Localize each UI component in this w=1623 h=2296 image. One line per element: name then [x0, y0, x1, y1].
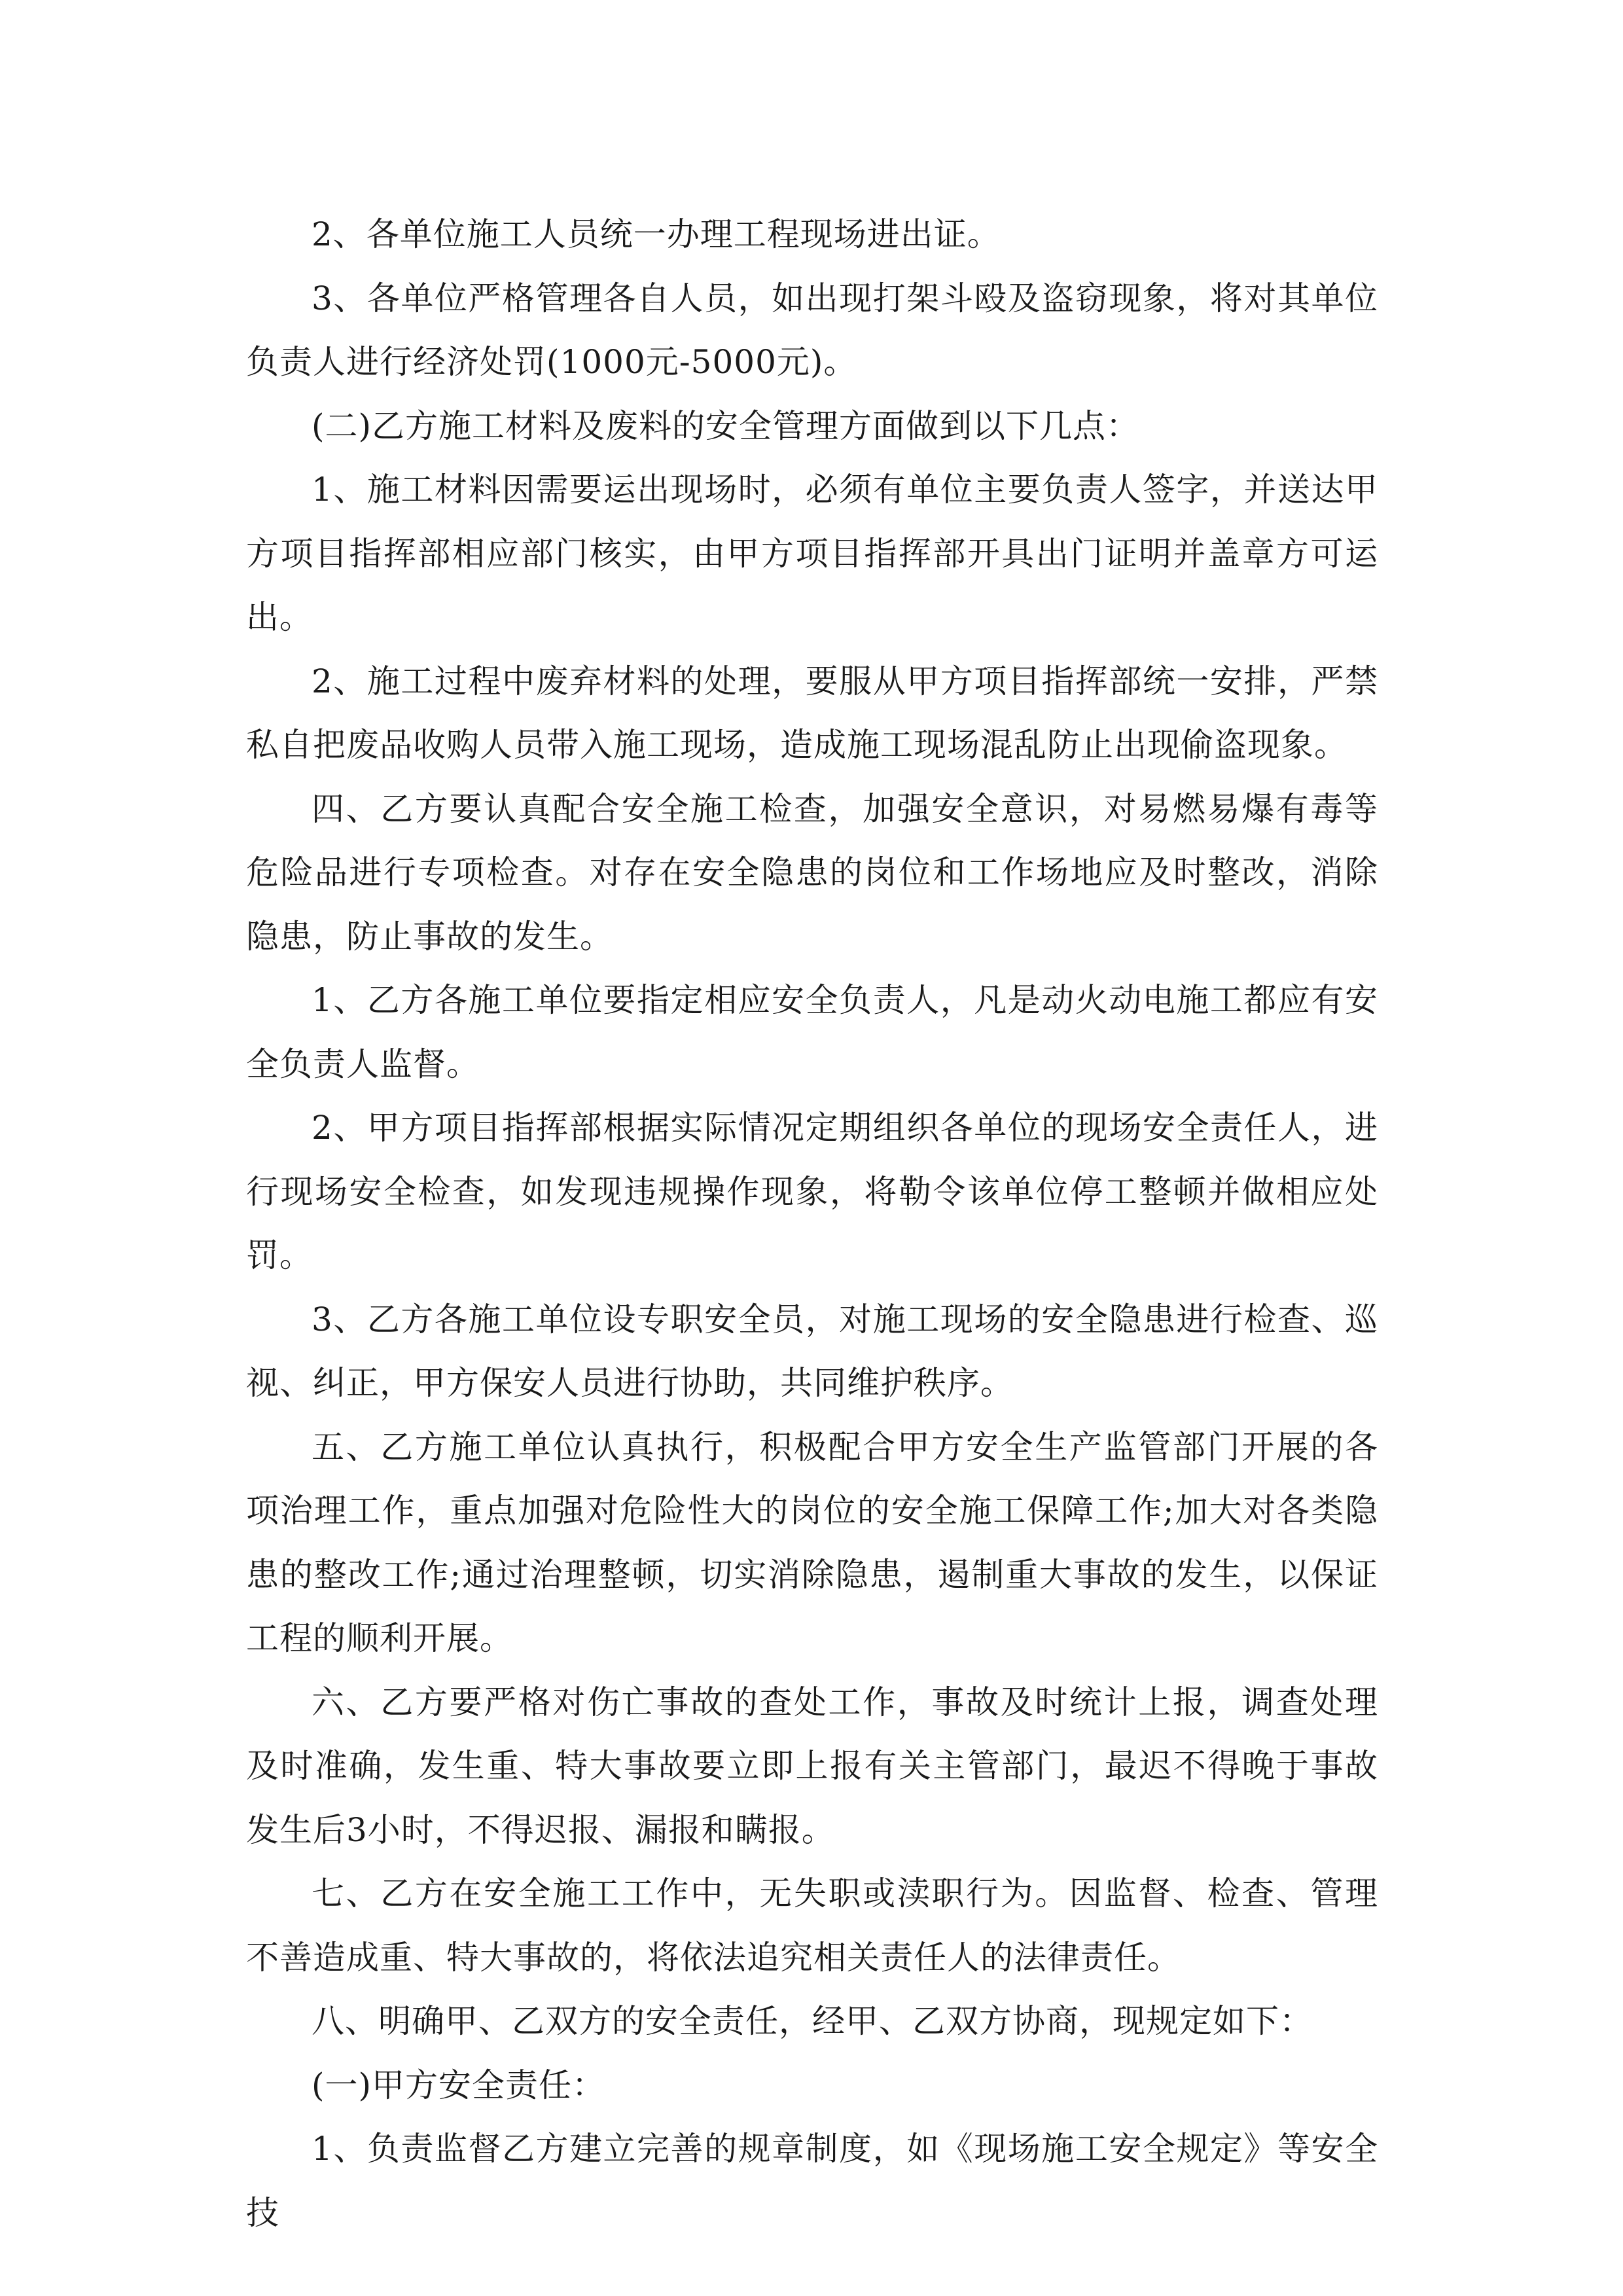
subsection-party-a-responsibility: (一)甲方安全责任： [312, 2066, 606, 2104]
section-7-liability: 七、乙方在安全施工工作中，无失职或渎职行为。因监督、检查、管理不善造成重、特大事故的，将依法追究相关责任人的法律责任。 [246, 1874, 1378, 1977]
paragraph-1-safety-officer: 1、乙方各施工单位要指定相应安全负责人，凡是动火动电施工都应有安全负责人监督。 [246, 981, 1378, 1083]
section-4-safety-inspection: 四、乙方要认真配合安全施工检查，加强安全意识，对易燃易爆有毒等危险品进行专项检查。对存在安全隐患的岗位和工作场地应及时整改，消除隐患，防止事故的发生。 [246, 789, 1378, 956]
paragraph-1-party-a-supervision: 1、负责监督乙方建立完善的规章制度，如《现场施工安全规定》等安全技 [246, 2130, 1378, 2232]
document-body [246, 203, 1378, 2245]
section-heading-materials-waste: (二)乙方施工材料及废料的安全管理方面做到以下几点： [312, 406, 1140, 445]
paragraph-2-periodic-inspection: 2、甲方项目指挥部根据实际情况定期组织各单位的现场安全责任人，进行现场安全检查，如发现违规操作现象，将勒令该单位停工整顿并做相应处罚。 [246, 1109, 1378, 1274]
paragraph-2-waste-handling: 2、施工过程中废弃材料的处理，要服从甲方项目指挥部统一安排，严禁私自把废品收购人员带入施工现场，造成施工现场混乱防止出现偷盗现象。 [246, 662, 1378, 764]
paragraph-3-full-time-safety-staff: 3、乙方各施工单位设专职安全员，对施工现场的安全隐患进行检查、巡视、纠正，甲方保安人员进行协助，共同维护秩序。 [246, 1300, 1378, 1402]
paragraph-2-entry-pass: 2、各单位施工人员统一办理工程现场进出证。 [312, 215, 1001, 253]
section-5-governance: 五、乙方施工单位认真执行，积极配合甲方安全生产监管部门开展的各项治理工作，重点加强对危险性大的岗位的安全施工保障工作;加大对各类隐患的整改工作;通过治理整顿，切实消除隐患，遏制重大事故的发生，以保证工程的顺利开展。 [246, 1427, 1378, 1657]
paragraph-1-materials-removal: 1、施工材料因需要运出现场时，必须有单位主要负责人签字，并送达甲方项目指挥部相应部门核实，由甲方项目指挥部开具出门证明并盖章方可运出。 [246, 471, 1378, 636]
paragraph-3-personnel-management: 3、各单位严格管理各自人员，如出现打架斗殴及盗窃现象，将对其单位负责人进行经济处罚(1000元-5000元)。 [246, 279, 1378, 381]
section-8-responsibilities: 八、明确甲、乙双方的安全责任，经甲、乙双方协商，现规定如下： [312, 2002, 1313, 2040]
section-6-accident-reporting: 六、乙方要严格对伤亡事故的查处工作，事故及时统计上报，调查处理及时准确，发生重、特大事故要立即上报有关主管部门，最迟不得晚于事故发生后3小时，不得迟报、漏报和瞒报。 [246, 1683, 1378, 1849]
